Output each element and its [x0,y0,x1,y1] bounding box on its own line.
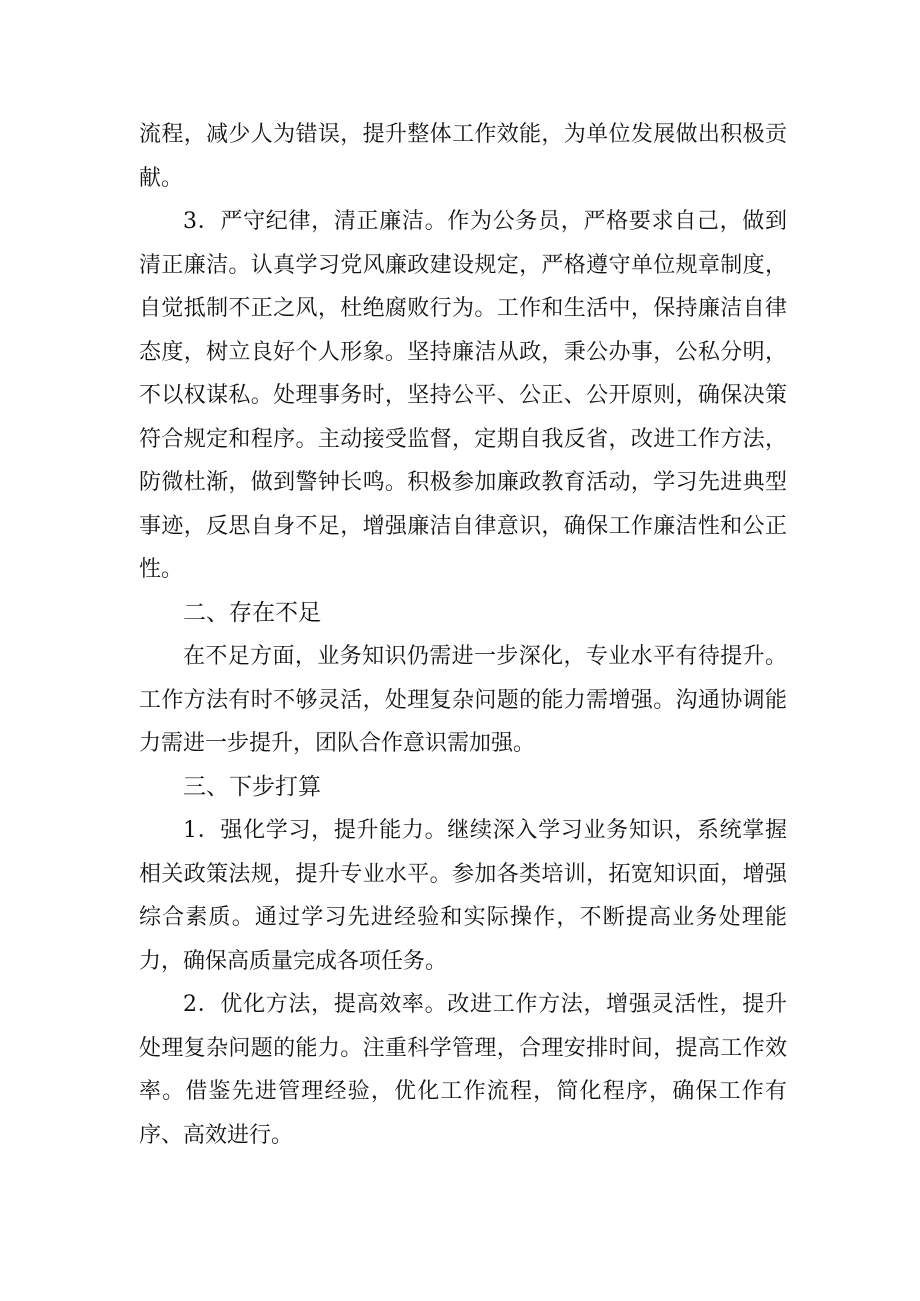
paragraph-optimize-methods: 2．优化方法，提高效率。改进工作方法，增强灵活性，提升处理复杂问题的能力。注重科学管理，合理安排时间，提高工作效率。借鉴先进管理经验，优化工作流程，简化程序，确保工作有序、高效进行。 [139,992,787,1148]
heading-next-steps: 三、下步打算 [183,773,321,800]
paragraph-discipline: 3．严守纪律，清正廉洁。作为公务员，严格要求自己，做到清正廉洁。认真学习党风廉政建设规定，严格遵守单位规章制度，自觉抵制不正之风，杜绝腐败行为。工作和生活中，保持廉洁自律态度，树立良好个人形象。坚持廉洁从政，秉公办事，公私分明，不以权谋私。处理事务时，坚持公平、公正、公开原则，确保决策符合规定和程序。主动接受监督，定期自我反省，改进工作方法，防微杜渐，做到警钟长鸣。积极参加廉政教育活动，学习先进典型事迹，反思自身不足，增强廉洁自律意识，确保工作廉洁性和公正性。 [139,209,787,582]
paragraph-continuation: 流程，减少人为错误，提升整体工作效能，为单位发展做出积极贡献。 [139,122,787,191]
document-body [139,113,787,1157]
paragraph-strengthen-learning: 1．强化学习，提升能力。继续深入学习业务知识，系统掌握相关政策法规，提升专业水平。参加各类培训，拓宽知识面，增强综合素质。通过学习先进经验和实际操作，不断提高业务处理能力，确保高质量完成各项任务。 [139,818,787,974]
paragraph-shortcomings: 在不足方面，业务知识仍需进一步深化，专业水平有待提升。工作方法有时不够灵活，处理复杂问题的能力需增强。沟通协调能力需进一步提升，团队合作意识需加强。 [139,644,787,756]
heading-shortcomings: 二、存在不足 [183,599,321,626]
